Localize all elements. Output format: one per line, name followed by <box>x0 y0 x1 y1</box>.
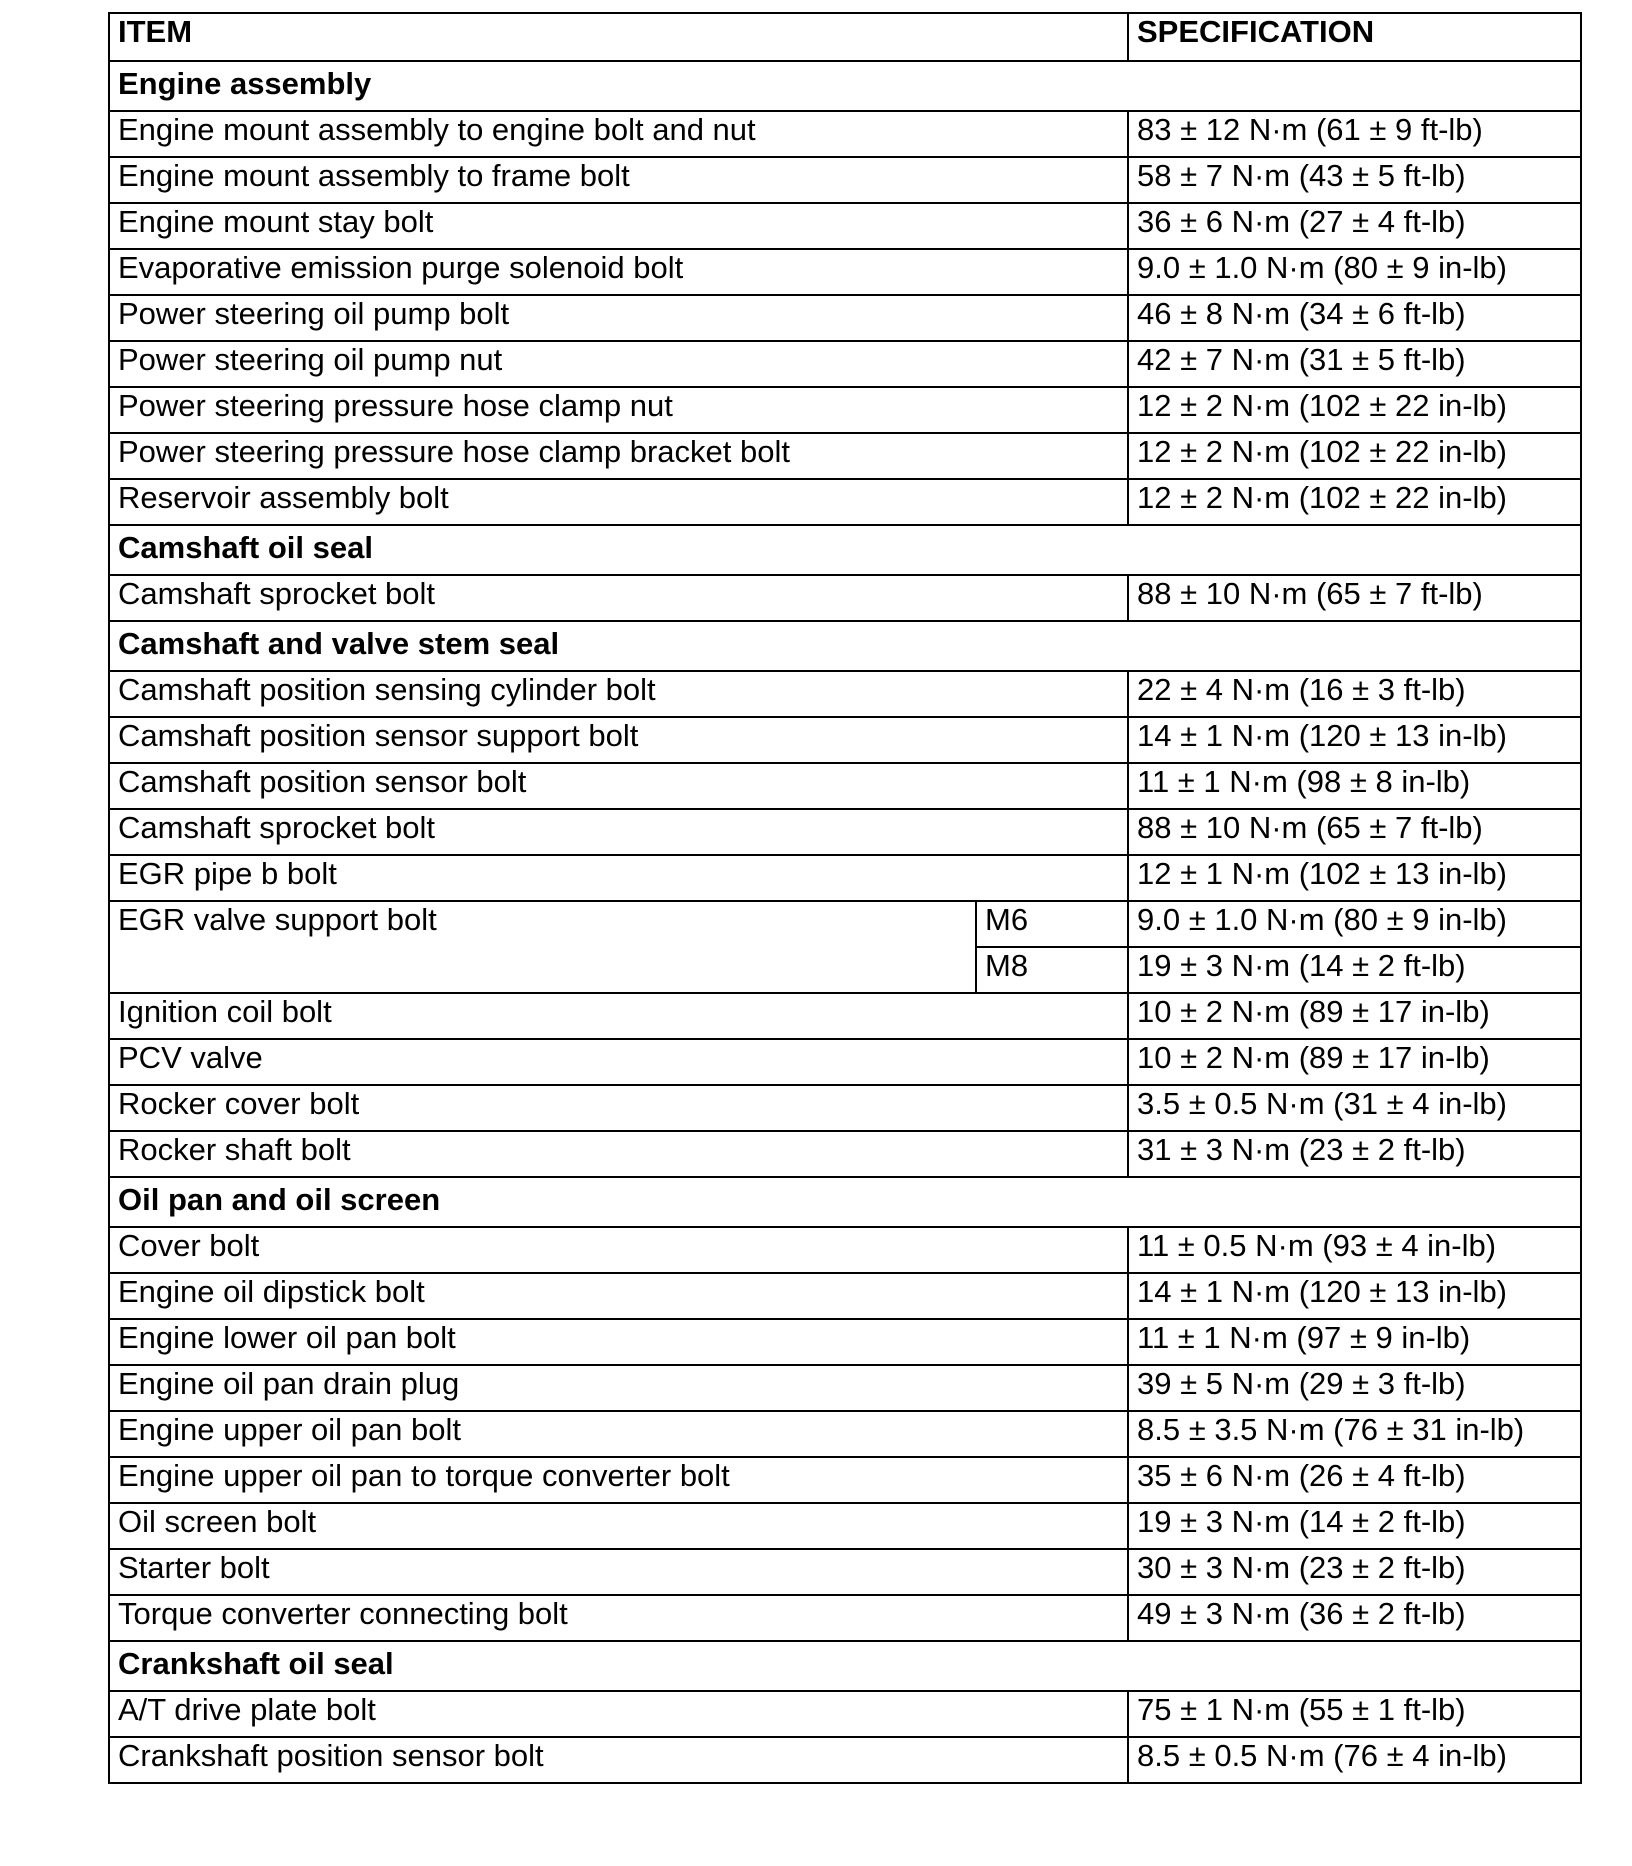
spec-cell: 36 ± 6 N·m (27 ± 4 ft-lb) <box>1128 203 1581 249</box>
item-cell: Camshaft position sensor support bolt <box>109 717 1128 763</box>
item-cell: EGR pipe b bolt <box>109 855 1128 901</box>
table-row <box>109 1549 1581 1595</box>
table-row <box>109 1319 1581 1365</box>
section-header-row <box>109 621 1581 671</box>
header-specification: SPECIFICATION <box>1128 13 1581 61</box>
item-cell: Engine upper oil pan bolt <box>109 1411 1128 1457</box>
section-header-row <box>109 525 1581 575</box>
spec-cell: 11 ± 0.5 N·m (93 ± 4 in-lb) <box>1128 1227 1581 1273</box>
section-header-row <box>109 1177 1581 1227</box>
header-item: ITEM <box>109 13 1128 61</box>
spec-cell: 46 ± 8 N·m (34 ± 6 ft-lb) <box>1128 295 1581 341</box>
item-cell: EGR valve support bolt <box>109 901 976 993</box>
spec-cell: 39 ± 5 N·m (29 ± 3 ft-lb) <box>1128 1365 1581 1411</box>
spec-cell: 11 ± 1 N·m (97 ± 9 in-lb) <box>1128 1319 1581 1365</box>
section-title: Camshaft oil seal <box>109 525 1581 575</box>
torque-spec-table <box>108 12 1582 1784</box>
spec-cell: 10 ± 2 N·m (89 ± 17 in-lb) <box>1128 993 1581 1039</box>
size-cell: M6 <box>976 901 1128 947</box>
table-row <box>109 1039 1581 1085</box>
item-cell: PCV valve <box>109 1039 1128 1085</box>
item-cell: Engine mount stay bolt <box>109 203 1128 249</box>
item-cell: Engine mount assembly to frame bolt <box>109 157 1128 203</box>
table-header-row <box>109 13 1581 61</box>
spec-cell: 11 ± 1 N·m (98 ± 8 in-lb) <box>1128 763 1581 809</box>
item-cell: Rocker shaft bolt <box>109 1131 1128 1177</box>
spec-cell: 31 ± 3 N·m (23 ± 2 ft-lb) <box>1128 1131 1581 1177</box>
table-row <box>109 855 1581 901</box>
item-cell: Rocker cover bolt <box>109 1085 1128 1131</box>
table-row <box>109 1595 1581 1641</box>
spec-cell: 12 ± 2 N·m (102 ± 22 in-lb) <box>1128 479 1581 525</box>
spec-table-body <box>109 13 1581 1783</box>
section-title: Camshaft and valve stem seal <box>109 621 1581 671</box>
item-cell: Evaporative emission purge solenoid bolt <box>109 249 1128 295</box>
section-title: Engine assembly <box>109 61 1581 111</box>
item-cell: Reservoir assembly bolt <box>109 479 1128 525</box>
table-row <box>109 1365 1581 1411</box>
item-cell: Torque converter connecting bolt <box>109 1595 1128 1641</box>
spec-cell: 10 ± 2 N·m (89 ± 17 in-lb) <box>1128 1039 1581 1085</box>
spec-cell: 9.0 ± 1.0 N·m (80 ± 9 in-lb) <box>1128 901 1581 947</box>
spec-cell: 9.0 ± 1.0 N·m (80 ± 9 in-lb) <box>1128 249 1581 295</box>
spec-cell: 22 ± 4 N·m (16 ± 3 ft-lb) <box>1128 671 1581 717</box>
table-row <box>109 341 1581 387</box>
spec-cell: 75 ± 1 N·m (55 ± 1 ft-lb) <box>1128 1691 1581 1737</box>
item-cell: Camshaft sprocket bolt <box>109 575 1128 621</box>
table-row <box>109 1085 1581 1131</box>
item-cell: A/T drive plate bolt <box>109 1691 1128 1737</box>
spec-cell: 12 ± 1 N·m (102 ± 13 in-lb) <box>1128 855 1581 901</box>
spec-cell: 8.5 ± 0.5 N·m (76 ± 4 in-lb) <box>1128 1737 1581 1783</box>
section-header-row <box>109 1641 1581 1691</box>
item-cell: Engine lower oil pan bolt <box>109 1319 1128 1365</box>
spec-cell: 19 ± 3 N·m (14 ± 2 ft-lb) <box>1128 947 1581 993</box>
spec-cell: 49 ± 3 N·m (36 ± 2 ft-lb) <box>1128 1595 1581 1641</box>
item-cell: Ignition coil bolt <box>109 993 1128 1039</box>
section-header-row <box>109 61 1581 111</box>
section-title: Crankshaft oil seal <box>109 1641 1581 1691</box>
size-cell: M8 <box>976 947 1128 993</box>
spec-cell: 30 ± 3 N·m (23 ± 2 ft-lb) <box>1128 1549 1581 1595</box>
table-row <box>109 1411 1581 1457</box>
table-row <box>109 433 1581 479</box>
table-row <box>109 717 1581 763</box>
table-row <box>109 1273 1581 1319</box>
table-row <box>109 763 1581 809</box>
item-cell: Engine mount assembly to engine bolt and nut <box>109 111 1128 157</box>
table-row <box>109 157 1581 203</box>
spec-cell: 12 ± 2 N·m (102 ± 22 in-lb) <box>1128 387 1581 433</box>
item-cell: Crankshaft position sensor bolt <box>109 1737 1128 1783</box>
section-title: Oil pan and oil screen <box>109 1177 1581 1227</box>
spec-cell: 8.5 ± 3.5 N·m (76 ± 31 in-lb) <box>1128 1411 1581 1457</box>
spec-cell: 14 ± 1 N·m (120 ± 13 in-lb) <box>1128 717 1581 763</box>
spec-cell: 83 ± 12 N·m (61 ± 9 ft-lb) <box>1128 111 1581 157</box>
table-row <box>109 1503 1581 1549</box>
item-cell: Camshaft position sensor bolt <box>109 763 1128 809</box>
item-cell: Camshaft position sensing cylinder bolt <box>109 671 1128 717</box>
spec-cell: 35 ± 6 N·m (26 ± 4 ft-lb) <box>1128 1457 1581 1503</box>
item-cell: Power steering pressure hose clamp nut <box>109 387 1128 433</box>
item-cell: Engine oil pan drain plug <box>109 1365 1128 1411</box>
table-row <box>109 203 1581 249</box>
table-row <box>109 1131 1581 1177</box>
spec-cell: 3.5 ± 0.5 N·m (31 ± 4 in-lb) <box>1128 1085 1581 1131</box>
spec-cell: 12 ± 2 N·m (102 ± 22 in-lb) <box>1128 433 1581 479</box>
table-row <box>109 111 1581 157</box>
table-row <box>109 249 1581 295</box>
table-row <box>109 1691 1581 1737</box>
table-row <box>109 901 1581 947</box>
table-row <box>109 1457 1581 1503</box>
item-cell: Power steering oil pump nut <box>109 341 1128 387</box>
item-cell: Power steering pressure hose clamp bracket bolt <box>109 433 1128 479</box>
table-row <box>109 809 1581 855</box>
table-row <box>109 479 1581 525</box>
item-cell: Power steering oil pump bolt <box>109 295 1128 341</box>
table-row <box>109 671 1581 717</box>
item-cell: Camshaft sprocket bolt <box>109 809 1128 855</box>
table-row <box>109 993 1581 1039</box>
table-row <box>109 295 1581 341</box>
table-row <box>109 1737 1581 1783</box>
spec-cell: 19 ± 3 N·m (14 ± 2 ft-lb) <box>1128 1503 1581 1549</box>
spec-cell: 88 ± 10 N·m (65 ± 7 ft-lb) <box>1128 809 1581 855</box>
table-row <box>109 1227 1581 1273</box>
item-cell: Engine oil dipstick bolt <box>109 1273 1128 1319</box>
item-cell: Cover bolt <box>109 1227 1128 1273</box>
table-row <box>109 575 1581 621</box>
spec-cell: 42 ± 7 N·m (31 ± 5 ft-lb) <box>1128 341 1581 387</box>
item-cell: Starter bolt <box>109 1549 1128 1595</box>
table-row <box>109 387 1581 433</box>
spec-cell: 88 ± 10 N·m (65 ± 7 ft-lb) <box>1128 575 1581 621</box>
spec-cell: 58 ± 7 N·m (43 ± 5 ft-lb) <box>1128 157 1581 203</box>
spec-cell: 14 ± 1 N·m (120 ± 13 in-lb) <box>1128 1273 1581 1319</box>
item-cell: Engine upper oil pan to torque converter bolt <box>109 1457 1128 1503</box>
item-cell: Oil screen bolt <box>109 1503 1128 1549</box>
